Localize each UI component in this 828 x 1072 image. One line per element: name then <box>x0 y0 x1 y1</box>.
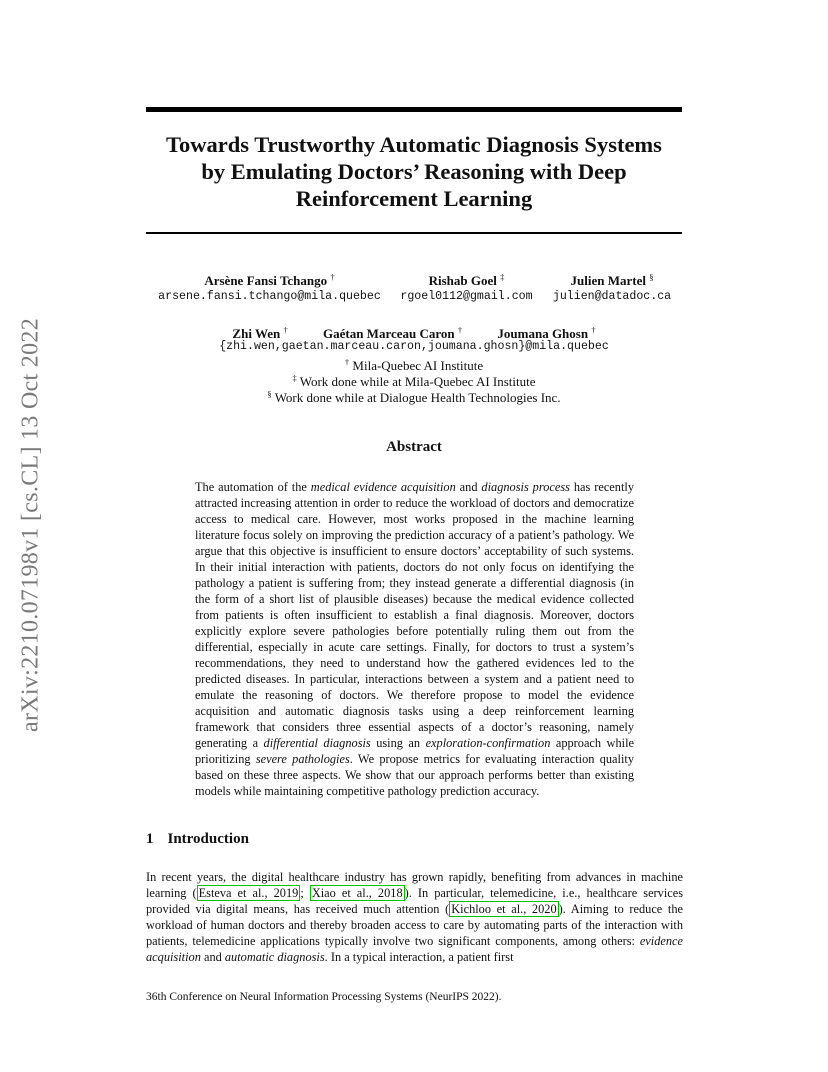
author-email[interactable]: arsene.fansi.tchango@mila.quebec <box>158 290 381 303</box>
arxiv-identifier: arXiv:2210.07198v1 [cs.CL] 13 Oct 2022 <box>17 317 44 733</box>
author-name: Gaétan Marceau Caron † <box>322 325 463 341</box>
title-line-2: by Emulating Doctors’ Reasoning with Deep <box>201 159 627 184</box>
author-name: Joumana Ghosn † <box>497 325 596 341</box>
author-block-1 <box>157 269 382 304</box>
arxiv-sidebar <box>14 290 48 760</box>
affiliation-1: † Mila-Quebec AI Institute <box>344 357 484 373</box>
title-bottom-rule <box>146 232 682 234</box>
affiliation-2: ‡ Work done while at Mila-Quebec AI Institute <box>292 373 536 389</box>
introduction-text: In recent years, the digital healthcare industry has grown rapidly, benefiting from advances in machine learning ( Esteva et al., 2019 ; Xiao et al., 2018 ). In particular, telemedicine, i.e., healthcare services provided via digital means, has received much attention ( Kichloo et al., 2020 ). Aiming to reduce the workload of human doctors and thereby broaden access to care by automating parts of the interaction with patients, telemedicine applications typically involve two significant components, among others: evidence acquisition and automatic diagnosis. In a typical interaction, a patient first <box>146 870 684 964</box>
title-line-1: Towards Trustworthy Automatic Diagnosis Systems <box>166 132 662 157</box>
shared-email[interactable]: {zhi.wen,gaetan.marceau.caron,joumana.ghosn}@mila.quebec <box>219 340 609 353</box>
author-name: Rishab Goel ‡ <box>428 272 505 288</box>
section-heading-introduction: 1 Introduction <box>146 831 249 847</box>
author-block-2 <box>398 269 535 304</box>
author-name: Arsène Fansi Tchango † <box>204 272 335 288</box>
author-email[interactable]: julien@datadoc.ca <box>552 290 672 303</box>
citation-link[interactable]: Xiao et al., 2018 <box>311 886 403 900</box>
title-top-rule <box>146 107 682 112</box>
affiliation-3: § Work done while at Dialogue Health Technologies Inc. <box>267 389 561 405</box>
conference-footnote: 36th Conference on Neural Information Processing Systems (NeurIPS 2022). <box>146 991 502 1003</box>
paper-title <box>146 131 682 212</box>
citation-link[interactable]: Esteva et al., 2019 <box>198 886 299 900</box>
author-name: Julien Martel § <box>570 272 654 288</box>
title-line-3: Reinforcement Learning <box>295 186 533 211</box>
author-name: Zhi Wen † <box>232 325 288 341</box>
author-block-3 <box>551 269 673 304</box>
abstract-text: The automation of the medical evidence acquisition and diagnosis process has recently attracted increasing attention in order to reduce the workload of doctors and democratize access to medical care. However, most works proposed in the machine learning literature focus solely on improving the prediction accuracy of a patient’s pathology. We argue that this objective is insufficient to ensure doctors’ acceptability of such systems. In their initial interaction with patients, doctors do not only focus on identifying the pathology a patient is suffering from; they instead generate a differential diagnosis (in the form of a short list of plausible diseases) because the medical evidence collected from patients is often insufficient to establish a final diagnosis. Moreover, doctors explicitly explore severe pathologies before potentially ruling them out from the differential, especially in acute care settings. Finally, for doctors to trust a system’s recommendations, they need to understand how the gathered evidences led to the predicted diseases. In particular, interactions between a system and a patient need to emulate the reasoning of doctors. We therefore propose to model the evidence acquisition and automatic diagnosis tasks using a deep reinforcement learning framework that considers three essential aspects of a doctor’s reasoning, namely generating a differential diagnosis using an exploration-confirmation approach while prioritizing severe pathologies. We propose metrics for evaluating interaction quality based on these three aspects. We show that our approach performs better than existing models while maintaining competitive pathology prediction accuracy. <box>195 480 634 798</box>
abstract-heading: Abstract <box>386 439 442 455</box>
citation-link[interactable]: Kichloo et al., 2020 <box>451 902 557 916</box>
author-email[interactable]: rgoel0112@gmail.com <box>400 290 533 303</box>
